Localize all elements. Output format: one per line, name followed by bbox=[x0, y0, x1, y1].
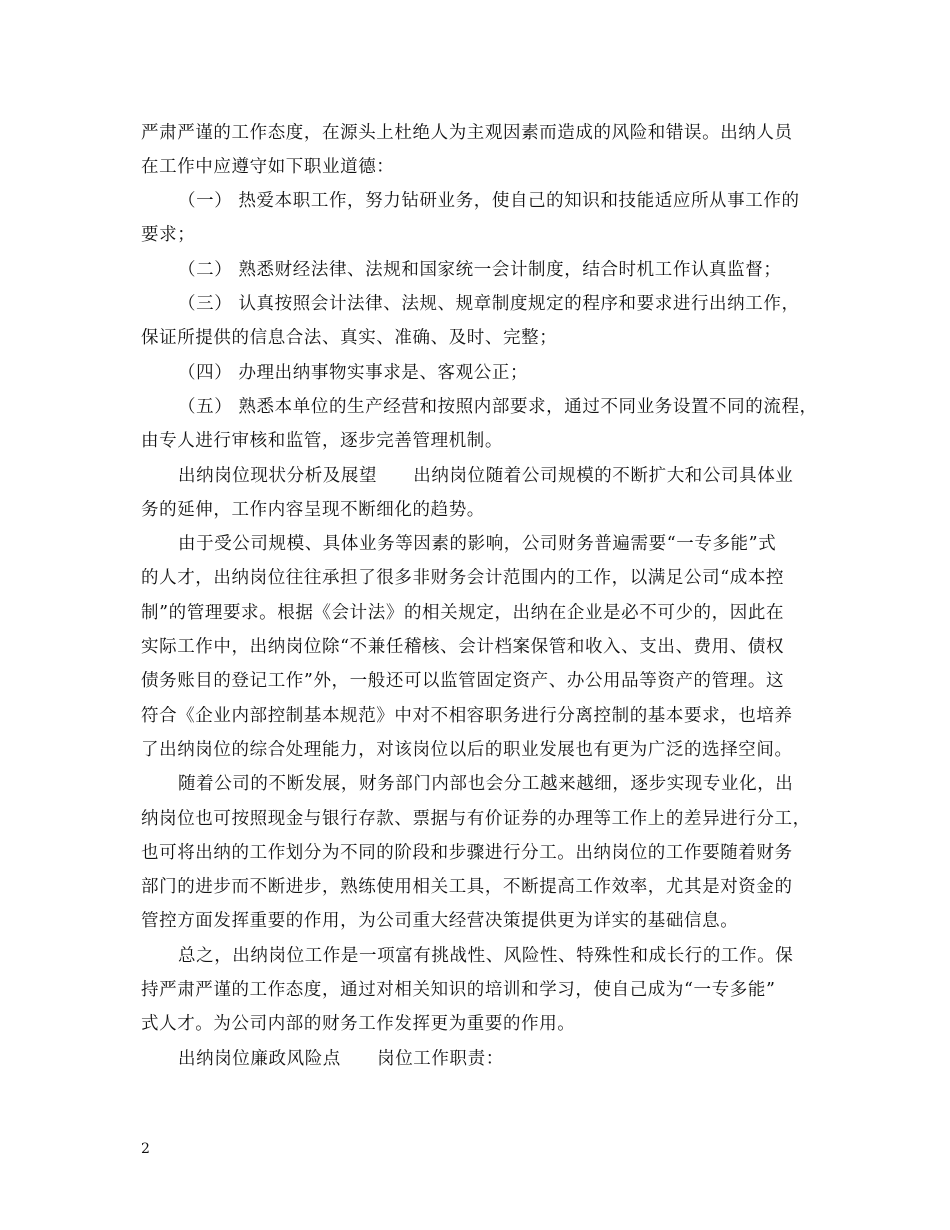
text-line: 由专人进行审核和监管，逐步完善管理机制。 bbox=[141, 431, 503, 451]
text-line: （一） 热爱本职工作，努力钻研业务，使自己的知识和技能适应所从事工作的 bbox=[178, 191, 800, 211]
text-line: 要求； bbox=[141, 225, 196, 245]
text-line: 债务账目的登记工作”外，一般还可以监管固定资产、办公用品等资产的管理。这 bbox=[141, 671, 785, 691]
text-line: 管控方面发挥重要的作用，为公司重大经营决策提供更为详实的基础信息。 bbox=[141, 911, 739, 931]
text-line: 出纳岗位现状分析及展望 出纳岗位随着公司规模的不断扩大和公司具体业 bbox=[178, 466, 794, 486]
text-line: 制”的管理要求。根据《会计法》的相关规定，出纳在企业是必不可少的，因此在 bbox=[141, 603, 785, 623]
text-line: 随着公司的不断发展，财务部门内部也会分工越来越细，逐步实现专业化，出 bbox=[178, 774, 794, 794]
text-line: 总之，出纳岗位工作是一项富有挑战性、风险性、特殊性和成长行的工作。保 bbox=[178, 946, 794, 966]
text-line: 了出纳岗位的综合处理能力，对该岗位以后的职业发展也有更为广泛的选择空间。 bbox=[141, 740, 793, 760]
text-line: 实际工作中，出纳岗位除“不兼任稽核、会计档案保管和收入、支出、费用、债权 bbox=[141, 637, 785, 657]
text-line: 也可将出纳的工作划分为不同的阶段和步骤进行分工。出纳岗位的工作要随着财务 bbox=[141, 843, 793, 863]
text-line: 务的延伸，工作内容呈现不断细化的趋势。 bbox=[141, 500, 485, 520]
text-line: 符合《企业内部控制基本规范》中对不相容职务进行分离控制的基本要求，也培养 bbox=[141, 706, 793, 726]
text-line: （三） 认真按照会计法律、法规、规章制度规定的程序和要求进行出纳工作， bbox=[178, 294, 800, 314]
text-line: （四） 办理出纳事物实事求是、客观公正； bbox=[178, 363, 529, 383]
text-line: 持严肃严谨的工作态度，通过对相关知识的培训和学习，使自己成为“一专多能” bbox=[141, 980, 776, 1000]
text-line: 的人才，出纳岗位往往承担了很多非财务会计范围内的工作，以满足公司“成本控 bbox=[141, 568, 785, 588]
text-line: 式人才。为公司内部的财务工作发挥更为重要的作用。 bbox=[141, 1014, 576, 1034]
text-line: （二） 熟悉财经法律、法规和国家统一会计制度，结合时机工作认真监督； bbox=[178, 260, 782, 280]
text-line: 出纳岗位廉政风险点 岗位工作职责： bbox=[178, 1049, 504, 1069]
text-line: 由于受公司规模、具体业务等因素的影响，公司财务普遍需要“一专多能”式 bbox=[178, 534, 777, 554]
text-line: 严肃严谨的工作态度，在源头上杜绝人为主观因素而造成的风险和错误。出纳人员 bbox=[141, 123, 793, 143]
text-line: 在工作中应遵守如下职业道德： bbox=[141, 157, 395, 177]
text-line: （五） 熟悉本单位的生产经营和按照内部要求，通过不同业务设置不同的流程， bbox=[178, 397, 818, 417]
text-line: 保证所提供的信息合法、真实、准确、及时、完整； bbox=[141, 328, 558, 348]
text-line: 部门的进步而不断进步，熟练使用相关工具，不断提高工作效率，尤其是对资金的 bbox=[141, 877, 793, 897]
text-line: 纳岗位也可按照现金与银行存款、票据与有价证券的办理等工作上的差异进行分工， bbox=[141, 809, 811, 829]
page-number: 2 bbox=[141, 1141, 150, 1157]
